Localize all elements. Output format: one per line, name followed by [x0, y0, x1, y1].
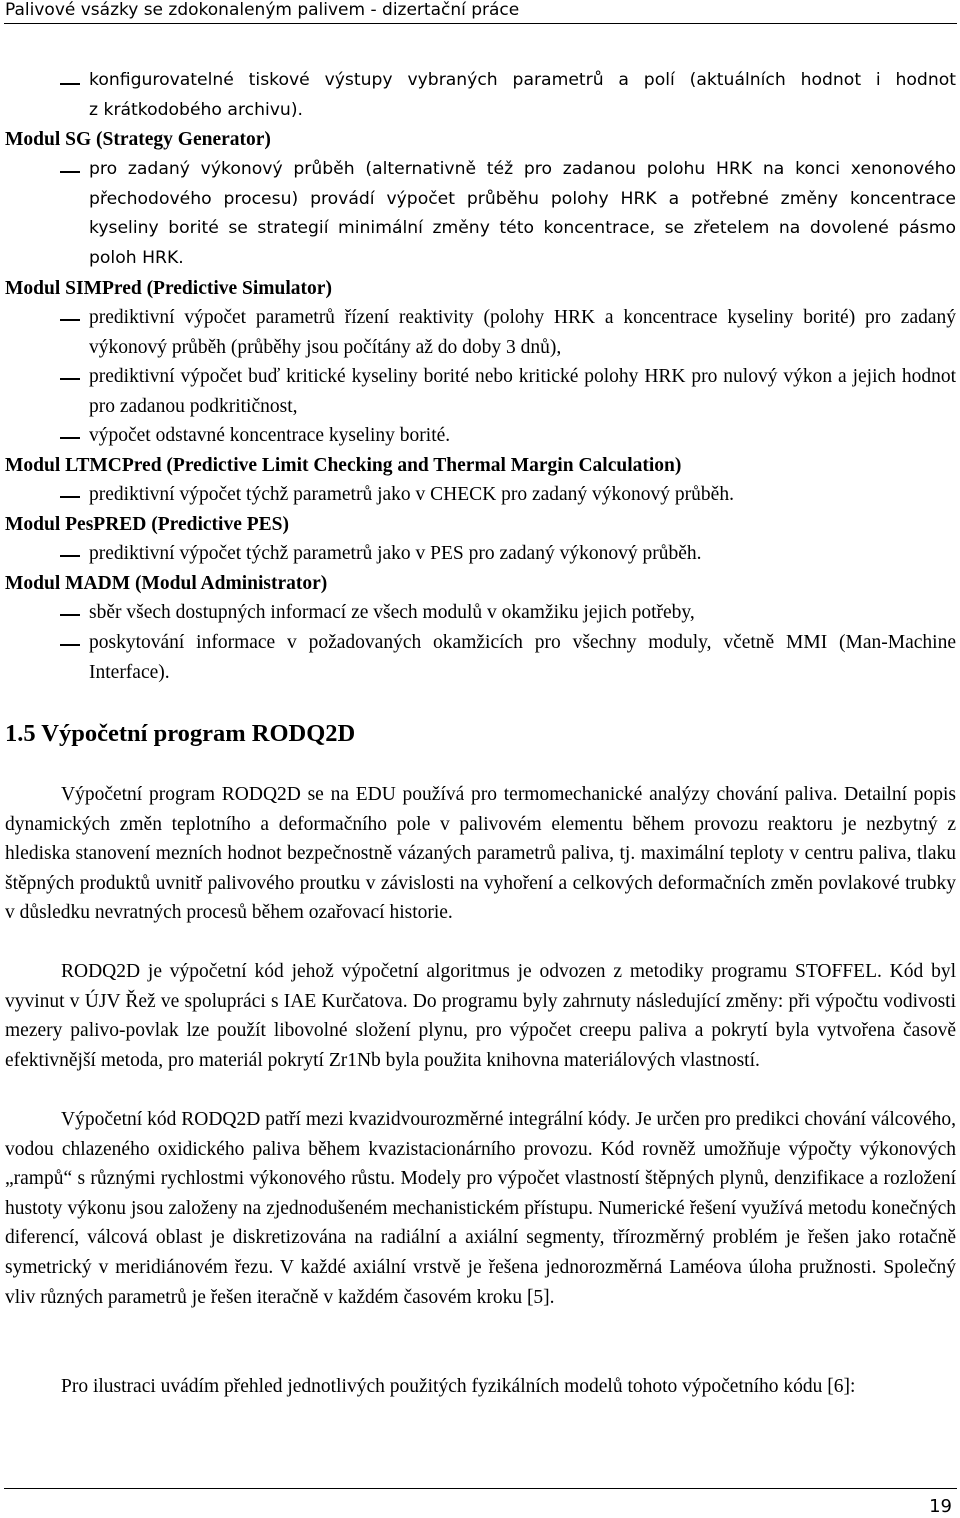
module-title-madm: Modul MADM (Modul Administrator): [5, 573, 328, 594]
bullet-dash: [60, 496, 80, 498]
list-item: pro zadaný výkonový průběh (alternativně též pro zadanou polohu HRK na konci xenonového přechodového procesu) provádí výpočet průběhu polohy HRK a potřebné změny koncentrace kyseliny borité se strategií minimální změny této koncentrace, se zřetelem na dovolené pásmo poloh HRK.: [89, 159, 956, 268]
list-item: prediktivní výpočet týchž parametrů jako v CHECK pro zadaný výkonový průběh.: [89, 484, 734, 505]
bullet-dash: [60, 644, 80, 646]
section-heading: 1.5 Výpočetní program RODQ2D: [5, 720, 356, 747]
module-title-ltmcpred: Modul LTMCPred (Predictive Limit Checking and Thermal Margin Calculation): [5, 455, 682, 476]
page-number: 19: [929, 1496, 952, 1517]
list-item: prediktivní výpočet buď kritické kyseliny borité nebo kritické polohy HRK pro nulový výkon a jejich hodnot pro zadanou podkritičnost,: [89, 366, 956, 417]
body-paragraph: Pro ilustraci uvádím přehled jednotlivých použitých fyzikálních modelů tohoto výpočetního kódu [6]:: [61, 1376, 856, 1397]
bullet-dash: [60, 614, 80, 616]
module-title-pespred: Modul PesPRED (Predictive PES): [5, 514, 289, 535]
list-item: výpočet odstavné koncentrace kyseliny borité.: [89, 425, 451, 446]
module-title-simpred: Modul SIMPred (Predictive Simulator): [5, 278, 332, 299]
bullet-dash: [60, 378, 80, 380]
bullet-dash: [60, 555, 80, 557]
list-item: prediktivní výpočet parametrů řízení reaktivity (polohy HRK a koncentrace kyseliny borité) pro zadaný výkonový průběh (průběhy jsou počítány až do doby 3 dnů),: [89, 307, 956, 358]
list-item: prediktivní výpočet týchž parametrů jako v PES pro zadaný výkonový průběh.: [89, 543, 702, 564]
body-paragraph: RODQ2D je výpočetní kód jehož výpočetní algoritmus je odvozen z metodiky programu STOFFEL. Kód byl vyvinut v ÚJV Řež ve spolupráci s IAE Kurčatova. Do programu byly zahrnuty následující změny: při výpočtu vodivosti mezery palivo-povlak lze použít libovolné složení plynu, pro výpočet creepu paliva a pokrytí byla vytvořena časově efektivnější metoda, pro materiál pokrytí Zr1Nb byla použita knihovna materiálových vlastností.: [5, 961, 956, 1071]
bullet-dash: [60, 83, 80, 85]
running-header: Palivové vsázky se zdokonaleným palivem - dizertační práce: [5, 0, 520, 20]
body-paragraph: Výpočetní program RODQ2D se na EDU používá pro termomechanické analýzy chování paliva. Detailní popis dynamických změn teplotního a deformačního pole v palivovém elementu během provozu reaktoru je nezbytný z hlediska stanovení mezních hodnot bezpečnostně vázaných parametrů paliva, tj. maximální teploty v centru paliva, tlaku štěpných produktů uvnitř palivového proutku v závislosti na vyhoření a celkových deformačních změn povlakové trubky v důsledku nevratných procesů během ozařovací historie.: [5, 784, 956, 924]
bullet-dash: [60, 319, 80, 321]
list-item-continuation: z krátkodobého archivu).: [89, 100, 303, 120]
bullet-dash: [60, 437, 80, 439]
module-title-sg: Modul SG (Strategy Generator): [5, 129, 271, 150]
header-rule: [4, 23, 957, 24]
footer-rule: [4, 1488, 957, 1489]
list-item: sběr všech dostupných informací ze všech modulů v okamžiku jejich potřeby,: [89, 602, 695, 623]
list-item: konfigurovatelné tiskové výstupy vybraných parametrů a polí (aktuálních hodnot i hodnot: [89, 70, 956, 90]
bullet-dash: [60, 171, 80, 173]
body-paragraph: Výpočetní kód RODQ2D patří mezi kvazidvourozměrné integrální kódy. Je určen pro predikci chování válcového, vodou chlazeného oxidického paliva během kvazistacionárního provozu. Kód rovněž umožňuje výpočty výkonových „rampů“ s různými rychlostmi výkonového růstu. Modely pro výpočet vlastností štěpných plynů, denzifikace a rozložení hustoty výkonu jsou založeny na zjednodušeném mechanistickém přístupu. Numerické řešení využívá metodu konečných diferencí, válcová oblast je diskretizována na radiální a axiální segmenty, třírozměrný problém je řešen jako rotačně symetrický v meridiánovém řezu. V každé axiální vrstvě je řešena jednorozměrná Laméova úloha pružnosti. Společný vliv různých parametrů je řešen iteračně v každém časovém kroku [5].: [5, 1109, 956, 1308]
list-item: poskytování informace v požadovaných okamžicích pro všechny moduly, včetně MMI (Man-Machine Interface).: [89, 632, 956, 683]
